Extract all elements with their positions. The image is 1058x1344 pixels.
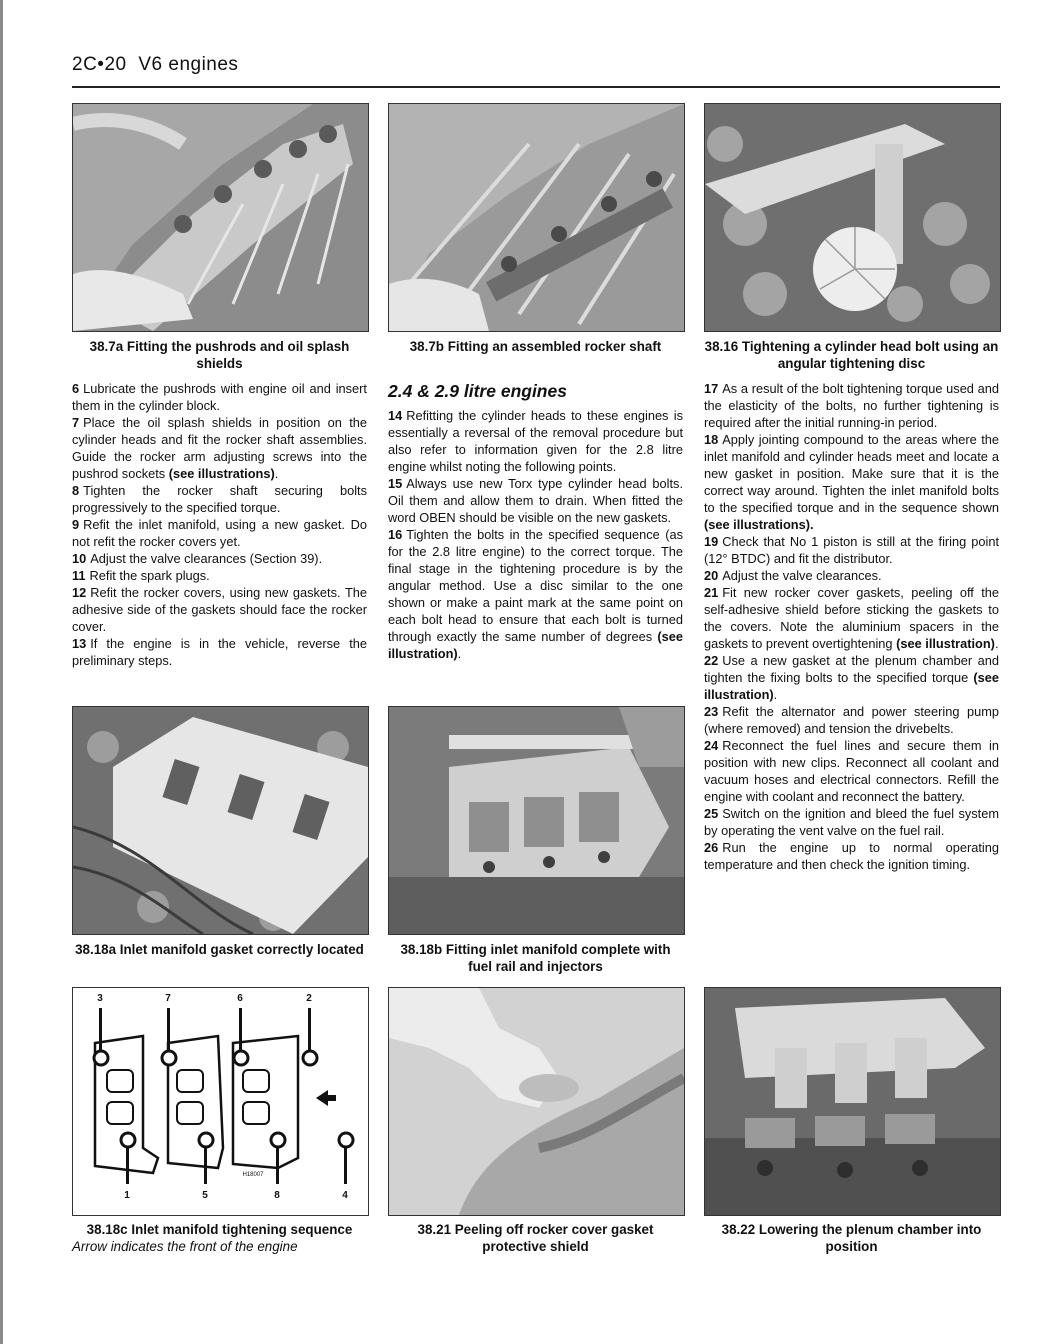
step-21: 21 Fit new rocker cover gaskets, peeling off the self-adhesive shield before sticking the gaskets to the covers. Note the aluminium spacers in the gaskets to prevent overtightening (see illustration). — [704, 585, 999, 651]
caption-38-18c-sub: Arrow indicates the front of the engine — [72, 1239, 298, 1254]
caption-38-22: 38.22 Lowering the plenum chamber into position — [721, 1222, 982, 1254]
page-header — [72, 54, 238, 76]
page-ref: 2C•20 — [72, 54, 127, 75]
caption-38-18c — [72, 1221, 367, 1255]
photo-38-22 — [704, 987, 1001, 1216]
step-14: 14 Refitting the cylinder heads to these engines is essentially a reversal of the removal procedure but also refer to information given for the 2.8 litre engine whilst noting the following points. — [388, 408, 683, 474]
step-15: 15 Always use new Torx type cylinder head bolts. Oil them and allow them to drain. When fitted the word OBEN should be visible on the new gaskets. — [388, 476, 683, 525]
see-illustrations-link: (see illustrations). — [704, 517, 814, 532]
caption-38-18c-title: 38.18c Inlet manifold tightening sequence — [86, 1222, 353, 1237]
seq-label-bottom-1: 1 — [124, 1190, 130, 1201]
text-column-2 — [388, 378, 683, 662]
diagram-38-18c — [72, 987, 369, 1216]
step-18: 18 Apply jointing compound to the areas where the inlet manifold and cylinder heads meet and locate a new gasket in position. Make sure that it is the correct way around. Tighten the inlet manifold bolts to the specified torque and in the sequence shown (see illustrations). — [704, 432, 999, 532]
step-8: 8 Tighten the rocker shaft securing bolts progressively to the specified torque. — [72, 483, 367, 515]
step-13: 13 If the engine is in the vehicle, reverse the preliminary steps. — [72, 636, 367, 668]
photo-38-21 — [388, 987, 685, 1216]
step-9: 9 Refit the inlet manifold, using a new gasket. Do not refit the rocker covers yet. — [72, 517, 367, 549]
seq-label-top-3: 6 — [237, 993, 243, 1004]
see-illustration-link: (see illustration) — [896, 636, 995, 651]
photo-38-18a — [72, 706, 369, 935]
seq-label-bottom-3: 8 — [274, 1190, 280, 1201]
seq-label-bottom-4: 4 — [342, 1190, 348, 1201]
caption-38-7a: 38.7a Fitting the pushrods and oil splash shields — [89, 339, 350, 371]
step-19: 19 Check that No 1 piston is still at the firing point (12° BTDC) and fit the distributor. — [704, 534, 999, 566]
caption-38-16: 38.16 Tightening a cylinder head bolt using an angular tightening disc — [704, 339, 999, 371]
step-23: 23 Refit the alternator and power steering pump (where removed) and tension the drivebelts. — [704, 704, 999, 736]
step-12: 12 Refit the rocker covers, using new gaskets. The adhesive side of the gaskets should face the rocker cover. — [72, 585, 367, 634]
see-illustrations-link: (see illustrations) — [168, 466, 275, 481]
seq-label-bottom-2: 5 — [202, 1190, 208, 1201]
step-17: 17 As a result of the bolt tightening torque used and the elasticity of the bolts, no further tightening is required after the initial running-in period. — [704, 381, 999, 430]
photo-38-7b — [388, 103, 685, 332]
header-rule — [72, 86, 1000, 88]
step-24: 24 Reconnect the fuel lines and secure them in position with new clips. Reconnect all coolant and vacuum hoses and electrical connectors. Refill the engine with coolant and reconnect the battery. — [704, 738, 999, 804]
see-illustration-link: (see illustration) — [388, 629, 683, 661]
step-22: 22 Use a new gasket at the plenum chamber and tighten the fixing bolts to the specified torque (see illustration). — [704, 653, 999, 702]
diagram-stamp: H18007 — [242, 1172, 264, 1178]
caption-38-18a: 38.18a Inlet manifold gasket correctly located — [75, 942, 364, 957]
section-title: V6 engines — [138, 54, 239, 75]
photo-38-7a — [72, 103, 369, 332]
seq-label-top-4: 2 — [306, 993, 312, 1004]
caption-38-18b: 38.18b Fitting inlet manifold complete with fuel rail and injectors — [400, 942, 671, 974]
step-7: 7 Place the oil splash shields in position on the cylinder heads and fit the rocker shaft assemblies. Guide the rocker arm adjusting screws into the pushrod sockets (see illustrations). — [72, 415, 367, 481]
seq-label-top-2: 7 — [165, 993, 171, 1004]
page-edge-rule — [0, 0, 3, 1344]
text-column-3 — [704, 380, 999, 873]
section-heading: 2.4 & 2.9 litre engines — [388, 381, 567, 401]
caption-38-7b: 38.7b Fitting an assembled rocker shaft — [409, 339, 662, 354]
see-illustration-link: (see illustration) — [704, 670, 999, 702]
text-column-1 — [72, 380, 367, 669]
step-10: 10 Adjust the valve clearances (Section 39). — [72, 551, 323, 566]
photo-38-16 — [704, 103, 1001, 332]
step-20: 20 Adjust the valve clearances. — [704, 568, 882, 583]
step-6: 6 Lubricate the pushrods with engine oil and insert them in the cylinder block. — [72, 381, 367, 413]
step-16: 16 Tighten the bolts in the specified sequence (as for the 2.8 litre engine) to the correct torque. The final stage in the tightening procedure is by the angular method. Use a disc similar to the one shown or make a paint mark at the same point on each bolt head to ensure that each bolt is turned through exactly the same number of degrees (see illustration). — [388, 527, 683, 661]
step-26: 26 Run the engine up to normal operating temperature and then check the ignition timing. — [704, 840, 999, 872]
seq-label-top-1: 3 — [97, 993, 103, 1004]
step-25: 25 Switch on the ignition and bleed the fuel system by operating the vent valve on the fuel rail. — [704, 806, 999, 838]
step-11: 11 Refit the spark plugs. — [72, 568, 210, 583]
photo-38-18b — [388, 706, 685, 935]
caption-38-21: 38.21 Peeling off rocker cover gasket protective shield — [417, 1222, 654, 1254]
